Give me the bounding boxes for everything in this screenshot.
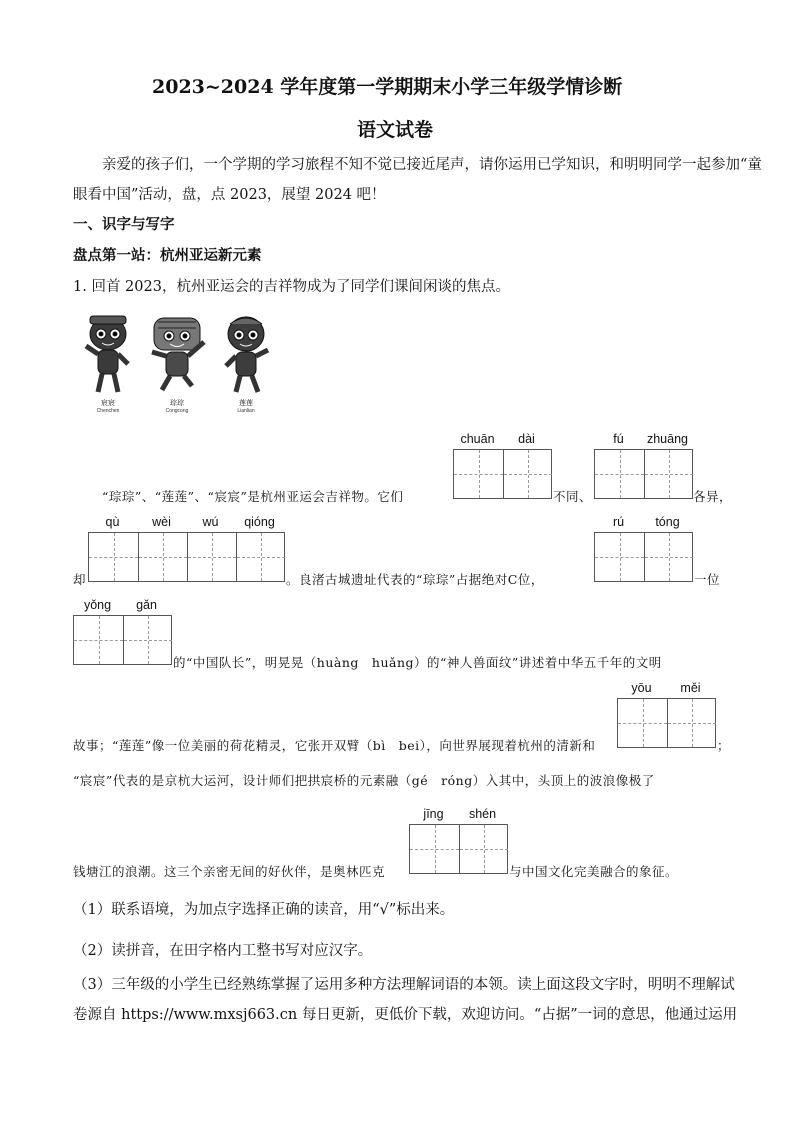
passage-text: 各异， — [693, 489, 733, 504]
pinyin-label: zhuāng — [646, 432, 688, 446]
pinyin-label: yōu — [631, 681, 652, 695]
intro-line-1: 亲爱的孩子们，一个学期的学习旅程不知不觉已接近尾声，请你运用已学知识，和明明同学一起参加“童 — [102, 157, 762, 173]
pinyin-label: shén — [468, 807, 497, 821]
pinyin-label: rú — [612, 515, 625, 529]
pinyin-label: qióng — [244, 515, 275, 529]
passage-text: 的“中国队长”，明晃晃（huàng huǎng）的“神人兽面纹”讲述着中华五千年的文明 — [173, 655, 662, 670]
pinyin-label: wú — [202, 515, 219, 529]
passage-text: 不同、 — [553, 489, 593, 504]
station-heading: 盘点第一站：杭州亚运新元素 — [73, 247, 262, 264]
pinyin-label: chuān — [460, 432, 495, 446]
passage-text: “琮琮”、“莲莲”、“宸宸”是杭州亚运会吉祥物。它们 — [102, 489, 404, 504]
tianzige-grid[interactable] — [88, 532, 285, 582]
pinyin-label: gǎn — [136, 598, 157, 612]
mascot-pinyin: Chenchen — [96, 408, 120, 414]
pinyin-label: měi — [680, 681, 701, 695]
mascots-image — [78, 312, 278, 417]
sub-question-2: （2）读拼音，在田字格内工整书写对应汉字。 — [73, 943, 373, 959]
mascot-figures — [78, 312, 278, 397]
passage-text: 一位 — [694, 572, 721, 587]
mascot-pinyin: Congcong — [165, 408, 189, 414]
passage-text: ； — [717, 738, 731, 753]
pinyin-label: yǒng — [83, 598, 112, 612]
passage-text: “宸宸”代表的是京杭大运河，设计师们把拱宸桥的元素融（gé róng）入其中，头顶上的波浪像极了 — [73, 773, 655, 788]
page-title: 2023~2024 学年度第一学期期末小学三年级学情诊断 — [152, 76, 623, 98]
sub-question-3: （3）三年级的小学生已经熟练掌握了运用多种方法理解词语的本领。读上面这段文字时，明明不理解试 — [73, 977, 735, 993]
section-heading: 一、识字与写字 — [73, 216, 175, 233]
pinyin-label: qù — [105, 515, 120, 529]
tianzige-grid[interactable] — [594, 532, 693, 582]
sub-question-3-cont: 卷源自 https://www.mxsj663.cn 每日更新，更低价下载，欢迎访问。“占据”一词的意思，他通过运用 — [73, 1007, 738, 1023]
mascot-name: 莲莲 — [239, 399, 253, 407]
tianzige-grid[interactable] — [594, 449, 693, 499]
pinyin-label: tóng — [655, 515, 680, 529]
sub-question-1: （1）联系语境，为加点字选择正确的读音，用“√”标出来。 — [73, 902, 455, 918]
page-subtitle: 语文试卷 — [357, 119, 434, 141]
mascot-name: 宸宸 — [101, 399, 115, 407]
tianzige-grid[interactable] — [409, 824, 508, 874]
passage-text: 故事；“莲莲”像一位美丽的荷花精灵，它张开双臂（bì bei），向世界展现着杭州的清新和 — [73, 738, 596, 753]
mascot-pinyin: Lianlian — [237, 408, 255, 414]
passage-text: 钱塘江的浪潮。这三个亲密无间的好伙伴，是奥林匹克 — [73, 864, 386, 879]
pinyin-label: dài — [518, 432, 535, 446]
tianzige-grid[interactable] — [453, 449, 552, 499]
passage-text: 。良渚古城遗址代表的“琮琮”占据绝对C位， — [286, 572, 544, 587]
pinyin-label: fú — [613, 432, 624, 446]
question-1: 1. 回首 2023，杭州亚运会的吉祥物成为了同学们课间闲谈的焦点。 — [73, 279, 510, 295]
pinyin-label: jīng — [423, 807, 444, 821]
mascot-name: 琮琮 — [170, 399, 184, 407]
intro-line-2: 眼看中国”活动，盘，点 2023，展望 2024 吧！ — [73, 187, 386, 203]
pinyin-label: wèi — [152, 515, 171, 529]
tianzige-grid[interactable] — [617, 698, 716, 748]
tianzige-grid[interactable] — [73, 615, 172, 665]
passage-text: 却 — [73, 572, 87, 587]
passage-text: 与中国文化完美融合的象征。 — [509, 864, 679, 879]
